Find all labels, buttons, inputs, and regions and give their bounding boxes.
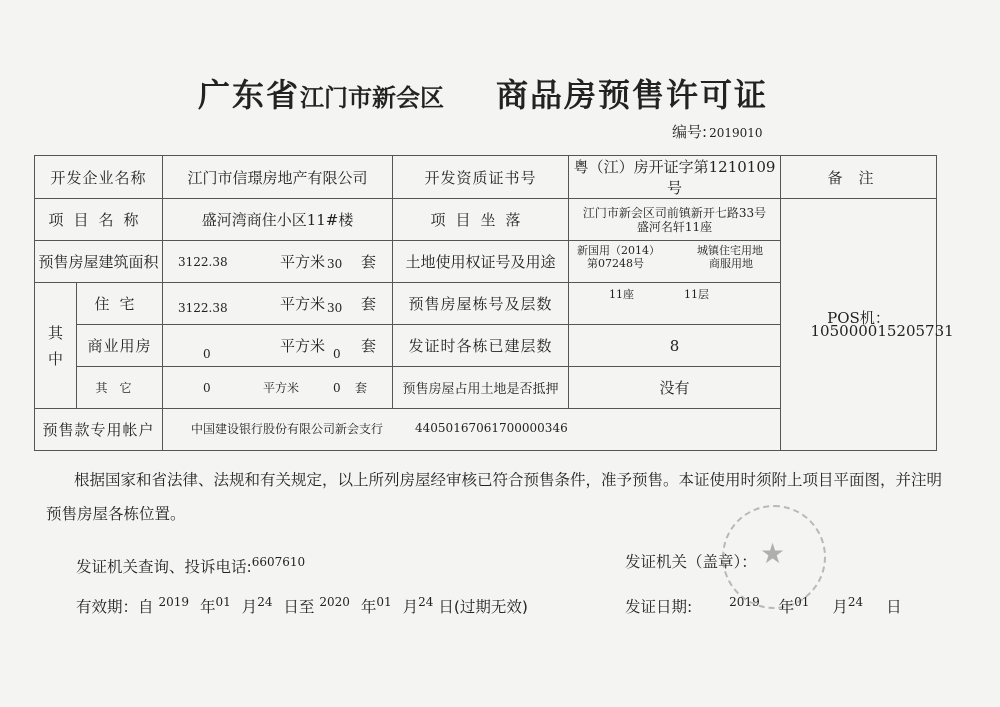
day-char: 日 <box>886 598 902 616</box>
land-use-2: 商服用地 <box>709 257 754 270</box>
area-set-unit: 套 <box>361 253 377 271</box>
account-number: 44050167061700000346 <box>415 421 568 435</box>
land-cert-1: 新国用（2014） <box>577 244 661 257</box>
valid-to-year: 2020 <box>319 595 350 609</box>
issue-month: 01 <box>794 595 810 609</box>
account-label: 预售款专用帐户 <box>35 409 163 451</box>
official-seal <box>722 505 826 609</box>
area-cell <box>163 241 393 283</box>
land-use-1: 城镇住宅用地 <box>697 244 764 257</box>
month-char: 月 <box>832 598 848 616</box>
qizhong-label <box>35 283 77 409</box>
other-unit: 平方米 <box>263 381 300 395</box>
commercial-cell <box>163 325 393 367</box>
to-char: 日至 <box>283 598 315 616</box>
commercial-sets: 0 <box>333 347 341 361</box>
commercial-unit: 平方米 <box>280 337 326 355</box>
title-district: 江门市新会区 <box>300 84 445 112</box>
qizhong-text: 其中 <box>47 323 63 368</box>
location-label: 项目坐落 <box>393 199 569 241</box>
residential-sets: 30 <box>327 301 343 315</box>
document-title <box>198 70 768 116</box>
month-char: 月 <box>241 598 258 616</box>
notice-paragraph: 根据国家和省法律、法规和有关规定，以上所列房屋经审核已符合预售条件，准予预售。本证使用时须附上项目平面图，并注明预售房屋各栋位置。 <box>46 471 943 523</box>
row-developer <box>35 156 937 199</box>
year-char: 年 <box>199 598 216 616</box>
validity-label: 有效期：自 <box>76 598 154 616</box>
valid-from-year: 2019 <box>158 595 189 609</box>
commercial-label: 商业用房 <box>77 325 163 367</box>
title-province: 广东省 <box>198 76 301 114</box>
row-project <box>35 199 937 241</box>
hotline-value: 6607610 <box>251 555 306 569</box>
building-floors: 11层 <box>684 288 710 301</box>
permit-table <box>34 155 954 451</box>
issue-day: 24 <box>847 595 864 609</box>
issue-year: 2019 <box>729 595 760 609</box>
serial-number <box>672 121 763 142</box>
residential-unit: 平方米 <box>280 295 326 313</box>
mortgage-value: 没有 <box>569 367 781 409</box>
area-sets: 30 <box>327 257 343 271</box>
account-cell <box>163 409 781 451</box>
project-label: 项目名称 <box>35 199 163 241</box>
serial-value: 2019010 <box>709 126 763 140</box>
hotline-line <box>76 555 305 577</box>
valid-from-day: 24 <box>257 595 273 609</box>
residential-area: 3122.38 <box>178 301 228 315</box>
issue-label: 发证日期: <box>625 598 693 616</box>
pos-value: POS机：105000015205731 <box>810 308 954 340</box>
land-cert-2: 第07248号 <box>587 257 645 270</box>
area-label: 预售房屋建筑面积 <box>35 241 163 283</box>
qual-value: 粤（江）房开证字第1210109号 <box>569 156 781 199</box>
title-permit: 商品房预售许可证 <box>496 76 769 114</box>
other-cell <box>163 367 393 409</box>
area-unit: 平方米 <box>280 253 326 271</box>
residential-set-unit: 套 <box>361 295 377 313</box>
location-value: 江门市新会区司前镇新开七路33号盛河名轩11座 <box>569 199 781 241</box>
commercial-set-unit: 套 <box>361 337 377 355</box>
residential-cell <box>163 283 393 325</box>
mortgage-label: 预售房屋占用土地是否抵押 <box>393 367 569 409</box>
authority-label: 发证机关（盖章）： <box>625 553 757 571</box>
commercial-area: 0 <box>203 347 211 361</box>
validity-line <box>76 595 528 617</box>
other-set-unit: 套 <box>355 381 368 395</box>
residential-label: 住宅 <box>77 283 163 325</box>
developer-value: 江门市信璟房地产有限公司 <box>163 156 393 199</box>
remarks-cell <box>781 199 954 451</box>
account-bank: 中国建设银行股份有限公司新会支行 <box>191 422 384 436</box>
month-char: 月 <box>402 598 419 616</box>
built-value: 8 <box>569 325 781 367</box>
building-label: 预售房屋栋号及层数 <box>393 283 569 325</box>
developer-label: 开发企业名称 <box>35 156 163 199</box>
built-label: 发证时各栋已建层数 <box>393 325 569 367</box>
qual-label: 开发资质证书号 <box>393 156 569 199</box>
land-cell <box>569 241 781 283</box>
issue-line <box>625 595 902 617</box>
serial-label: 编号: <box>672 123 708 141</box>
other-label: 其它 <box>77 367 163 409</box>
year-char: 年 <box>778 598 795 616</box>
building-number: 11座 <box>609 288 635 301</box>
valid-to-day: 24 <box>418 595 434 609</box>
hotline-label: 发证机关查询、投诉电话: <box>76 558 252 576</box>
other-sets: 0 <box>333 381 341 395</box>
project-value: 盛河湾商住小区11#楼 <box>163 199 393 241</box>
building-cell <box>569 283 781 325</box>
star-icon: ★ <box>760 537 786 570</box>
year-char: 年 <box>360 598 377 616</box>
expire-note: 日(过期无效) <box>438 598 528 616</box>
area-value: 3122.38 <box>178 255 228 269</box>
land-label: 土地使用权证号及用途 <box>393 241 569 283</box>
valid-from-month: 01 <box>215 595 231 609</box>
valid-to-month: 01 <box>376 595 392 609</box>
remarks-label: 备注 <box>781 156 937 199</box>
other-area: 0 <box>203 381 211 395</box>
